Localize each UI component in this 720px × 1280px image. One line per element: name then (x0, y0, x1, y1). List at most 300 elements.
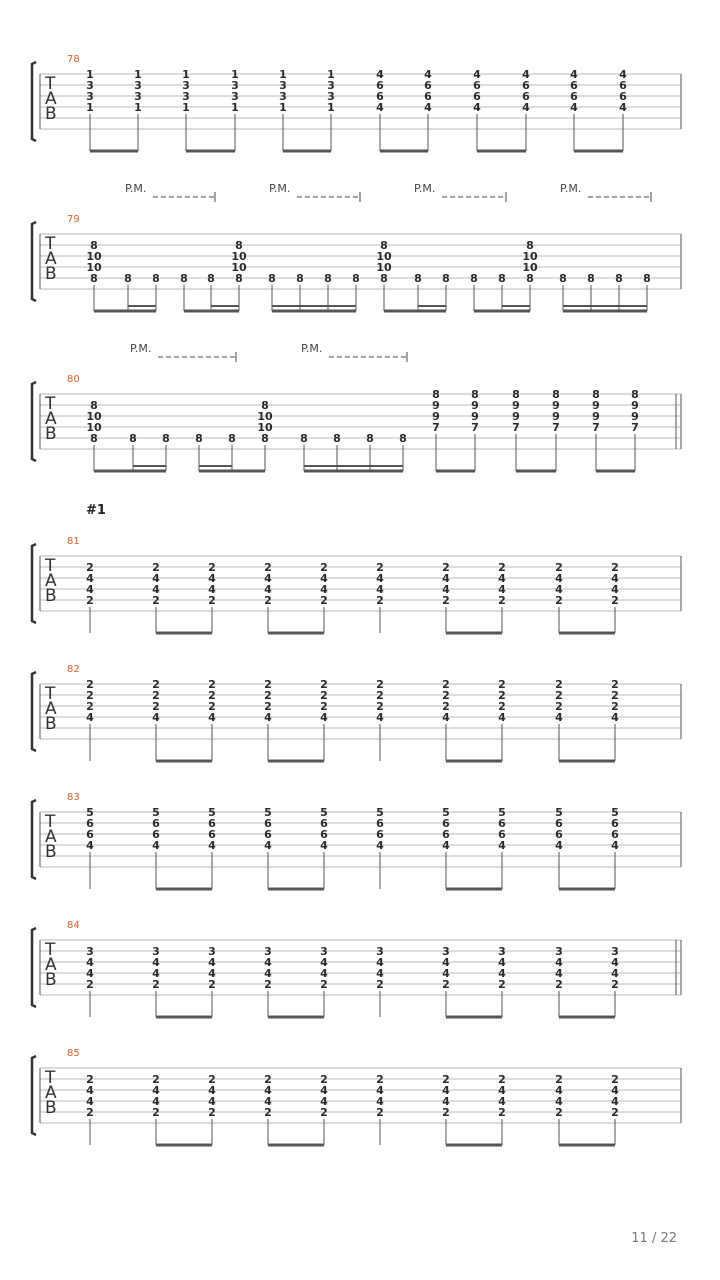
fret-number: 9 (512, 399, 520, 412)
fret-number: 6 (424, 90, 432, 103)
fret-number: 3 (264, 945, 272, 958)
fret-number: 2 (376, 678, 384, 691)
fret-number: 8 (90, 239, 98, 252)
fret-number: 4 (152, 956, 160, 969)
fret-number: 4 (442, 1084, 450, 1097)
fret-number: 4 (555, 711, 563, 724)
fret-number: 3 (376, 945, 384, 958)
fret-number: 3 (208, 945, 216, 958)
fret-number: 6 (619, 79, 627, 92)
fret-number: 4 (376, 839, 384, 852)
bar-number: 81 (67, 536, 80, 547)
fret-number: 1 (182, 101, 190, 114)
fret-number: 2 (555, 689, 563, 702)
fret-number: 3 (327, 79, 335, 92)
fret-number: 4 (264, 1095, 272, 1108)
fret-number: 9 (592, 399, 600, 412)
fret-number: 8 (300, 432, 308, 445)
system-bracket (32, 928, 36, 1007)
fret-number: 2 (555, 1073, 563, 1086)
fret-number: 2 (264, 700, 272, 713)
tab-clef-letter: T (45, 234, 56, 254)
fret-number: 8 (333, 432, 341, 445)
tab-system-84 (32, 920, 681, 1017)
fret-number: 4 (611, 583, 619, 596)
fret-number: 2 (320, 594, 328, 607)
fret-number: 2 (208, 678, 216, 691)
fret-number: 4 (208, 572, 216, 585)
tab-clef-letter: B (45, 842, 57, 862)
fret-number: 8 (498, 272, 506, 285)
fret-number: 4 (376, 101, 384, 114)
fret-number: 7 (552, 421, 560, 434)
fret-number: 2 (376, 689, 384, 702)
fret-number: 2 (498, 561, 506, 574)
palm-mute-label: P.M. (301, 342, 323, 355)
fret-number: 9 (471, 399, 479, 412)
tab-clef-letter: A (45, 1083, 57, 1103)
fret-number: 4 (442, 711, 450, 724)
fret-number: 3 (279, 79, 287, 92)
palm-mute-label: P.M. (269, 182, 291, 195)
fret-number: 2 (152, 594, 160, 607)
fret-number: 2 (264, 978, 272, 991)
fret-number: 2 (611, 561, 619, 574)
fret-number: 6 (86, 817, 94, 830)
fret-number: 6 (619, 90, 627, 103)
fret-number: 4 (442, 839, 450, 852)
fret-number: 8 (432, 388, 440, 401)
fret-number: 6 (424, 79, 432, 92)
system-bracket (32, 1056, 36, 1135)
fret-number: 4 (152, 583, 160, 596)
fret-number: 8 (268, 272, 276, 285)
fret-number: 2 (320, 978, 328, 991)
fret-number: 8 (471, 388, 479, 401)
fret-number: 6 (473, 90, 481, 103)
fret-number: 2 (320, 1073, 328, 1086)
fret-number: 4 (611, 1095, 619, 1108)
fret-number: 4 (152, 1084, 160, 1097)
tab-system-83 (32, 792, 681, 889)
fret-number: 6 (152, 817, 160, 830)
fret-number: 2 (555, 678, 563, 691)
fret-number: 3 (279, 90, 287, 103)
palm-mute-label: P.M. (560, 182, 582, 195)
fret-number: 8 (228, 432, 236, 445)
fret-number: 4 (86, 572, 94, 585)
fret-number: 2 (442, 689, 450, 702)
fret-number: 4 (424, 101, 432, 114)
fret-number: 10 (86, 421, 102, 434)
fret-number: 2 (86, 561, 94, 574)
fret-number: 2 (86, 700, 94, 713)
fret-number: 6 (473, 79, 481, 92)
fret-number: 8 (592, 388, 600, 401)
fret-number: 4 (208, 711, 216, 724)
fret-number: 4 (208, 967, 216, 980)
fret-number: 1 (134, 68, 142, 81)
fret-number: 4 (376, 68, 384, 81)
fret-number: 4 (498, 967, 506, 980)
fret-number: 4 (498, 583, 506, 596)
fret-number: 4 (376, 1095, 384, 1108)
fret-number: 1 (86, 101, 94, 114)
fret-number: 8 (631, 388, 639, 401)
fret-number: 1 (231, 101, 239, 114)
fret-number: 4 (86, 1095, 94, 1108)
fret-number: 4 (619, 68, 627, 81)
fret-number: 1 (327, 101, 335, 114)
fret-number: 3 (498, 945, 506, 958)
fret-number: 1 (279, 68, 287, 81)
fret-number: 4 (498, 956, 506, 969)
fret-number: 6 (376, 828, 384, 841)
fret-number: 3 (86, 79, 94, 92)
fret-number: 4 (86, 956, 94, 969)
fret-number: 4 (86, 967, 94, 980)
fret-number: 10 (231, 250, 247, 263)
fret-number: 8 (124, 272, 132, 285)
fret-number: 8 (380, 272, 388, 285)
fret-number: 4 (320, 967, 328, 980)
page-number: 11 / 22 (631, 1231, 677, 1246)
fret-number: 4 (376, 1084, 384, 1097)
fret-number: 6 (376, 817, 384, 830)
fret-number: 4 (86, 711, 94, 724)
fret-number: 2 (442, 700, 450, 713)
fret-number: 6 (498, 817, 506, 830)
fret-number: 5 (555, 806, 563, 819)
fret-number: 4 (611, 572, 619, 585)
fret-number: 10 (257, 410, 273, 423)
fret-number: 9 (631, 410, 639, 423)
fret-number: 2 (498, 678, 506, 691)
fret-number: 2 (320, 700, 328, 713)
fret-number: 6 (555, 817, 563, 830)
fret-number: 4 (264, 572, 272, 585)
fret-number: 2 (376, 1073, 384, 1086)
fret-number: 9 (471, 410, 479, 423)
fret-number: 8 (615, 272, 623, 285)
fret-number: 4 (442, 1095, 450, 1108)
fret-number: 4 (208, 1095, 216, 1108)
fret-number: 3 (320, 945, 328, 958)
fret-number: 2 (208, 594, 216, 607)
fret-number: 2 (611, 594, 619, 607)
fret-number: 5 (376, 806, 384, 819)
fret-number: 2 (152, 1106, 160, 1119)
fret-number: 7 (512, 421, 520, 434)
fret-number: 4 (152, 839, 160, 852)
fret-number: 10 (257, 421, 273, 434)
fret-number: 2 (264, 1073, 272, 1086)
fret-number: 2 (376, 1106, 384, 1119)
fret-number: 2 (208, 1073, 216, 1086)
fret-number: 2 (611, 1073, 619, 1086)
fret-number: 4 (442, 583, 450, 596)
fret-number: 2 (264, 594, 272, 607)
bar-number: 78 (67, 54, 80, 65)
fret-number: 2 (152, 700, 160, 713)
fret-number: 2 (498, 689, 506, 702)
fret-number: 8 (352, 272, 360, 285)
fret-number: 2 (86, 678, 94, 691)
fret-number: 4 (498, 1095, 506, 1108)
fret-number: 2 (442, 1073, 450, 1086)
fret-number: 3 (134, 79, 142, 92)
bar-number: 80 (67, 374, 80, 385)
fret-number: 4 (152, 967, 160, 980)
fret-number: 5 (86, 806, 94, 819)
fret-number: 2 (86, 1073, 94, 1086)
fret-number: 4 (376, 583, 384, 596)
fret-number: 2 (498, 700, 506, 713)
fret-number: 2 (152, 1073, 160, 1086)
fret-number: 3 (555, 945, 563, 958)
fret-number: 7 (471, 421, 479, 434)
fret-number: 6 (152, 828, 160, 841)
fret-number: 4 (264, 967, 272, 980)
tab-system-85 (32, 1048, 681, 1145)
fret-number: 4 (555, 1084, 563, 1097)
tab-clef-letter: A (45, 699, 57, 719)
fret-number: 4 (86, 839, 94, 852)
fret-number: 4 (264, 1084, 272, 1097)
fret-number: 8 (90, 272, 98, 285)
tab-system-79 (32, 182, 681, 311)
tab-clef-letter: A (45, 955, 57, 975)
system-bracket (32, 62, 36, 141)
fret-number: 2 (320, 678, 328, 691)
fret-number: 8 (442, 272, 450, 285)
fret-number: 10 (86, 410, 102, 423)
fret-number: 8 (399, 432, 407, 445)
fret-number: 9 (512, 410, 520, 423)
fret-number: 1 (134, 101, 142, 114)
tab-clef-letter: T (45, 1068, 56, 1088)
fret-number: 3 (327, 90, 335, 103)
tab-clef-letter: B (45, 586, 57, 606)
fret-number: 4 (264, 583, 272, 596)
fret-number: 2 (208, 978, 216, 991)
tab-clef-letter: B (45, 1098, 57, 1118)
fret-number: 8 (380, 239, 388, 252)
fret-number: 4 (473, 68, 481, 81)
fret-number: 8 (470, 272, 478, 285)
fret-number: 4 (376, 956, 384, 969)
fret-number: 10 (86, 261, 102, 274)
tab-clef-letter: A (45, 827, 57, 847)
fret-number: 10 (376, 261, 392, 274)
fret-number: 4 (555, 956, 563, 969)
fret-number: 4 (522, 101, 530, 114)
tab-system-78 (32, 54, 681, 151)
bar-number: 83 (67, 792, 80, 803)
fret-number: 3 (231, 79, 239, 92)
fret-number: 8 (552, 388, 560, 401)
fret-number: 4 (152, 572, 160, 585)
fret-number: 8 (512, 388, 520, 401)
fret-number: 7 (592, 421, 600, 434)
fret-number: 4 (424, 68, 432, 81)
fret-number: 4 (376, 572, 384, 585)
fret-number: 2 (376, 700, 384, 713)
fret-number: 4 (522, 68, 530, 81)
tab-clef-letter: A (45, 249, 57, 269)
fret-number: 4 (619, 101, 627, 114)
fret-number: 4 (264, 711, 272, 724)
fret-number: 8 (261, 399, 269, 412)
fret-number: 4 (498, 839, 506, 852)
fret-number: 4 (376, 711, 384, 724)
fret-number: 6 (208, 817, 216, 830)
system-bracket (32, 800, 36, 879)
tab-clef-letter: B (45, 970, 57, 990)
fret-number: 2 (208, 700, 216, 713)
fret-number: 4 (498, 711, 506, 724)
fret-number: 3 (86, 90, 94, 103)
fret-number: 8 (162, 432, 170, 445)
fret-number: 8 (180, 272, 188, 285)
fret-number: 2 (442, 978, 450, 991)
fret-number: 4 (264, 839, 272, 852)
fret-number: 6 (442, 817, 450, 830)
fret-number: 2 (376, 594, 384, 607)
tab-clef-letter: T (45, 74, 56, 94)
fret-number: 2 (442, 678, 450, 691)
fret-number: 6 (611, 817, 619, 830)
bar-number: 85 (67, 1048, 80, 1059)
fret-number: 6 (522, 79, 530, 92)
fret-number: 8 (559, 272, 567, 285)
fret-number: 2 (376, 561, 384, 574)
fret-number: 1 (231, 68, 239, 81)
tab-clef-letter: T (45, 940, 56, 960)
fret-number: 4 (320, 711, 328, 724)
fret-number: 3 (182, 79, 190, 92)
fret-number: 6 (376, 79, 384, 92)
fret-number: 5 (611, 806, 619, 819)
fret-number: 8 (587, 272, 595, 285)
fret-number: 2 (86, 594, 94, 607)
palm-mute-label: P.M. (130, 342, 152, 355)
fret-number: 2 (264, 689, 272, 702)
fret-number: 4 (86, 1084, 94, 1097)
fret-number: 6 (611, 828, 619, 841)
fret-number: 8 (414, 272, 422, 285)
tab-clef-letter: B (45, 714, 57, 734)
fret-number: 8 (526, 272, 534, 285)
fret-number: 4 (152, 711, 160, 724)
fret-number: 2 (555, 594, 563, 607)
fret-number: 9 (552, 399, 560, 412)
section-marker: #1 (86, 503, 106, 518)
fret-number: 4 (208, 956, 216, 969)
fret-number: 1 (86, 68, 94, 81)
fret-number: 8 (152, 272, 160, 285)
system-bracket (32, 382, 36, 461)
fret-number: 2 (376, 978, 384, 991)
fret-number: 7 (432, 421, 440, 434)
fret-number: 3 (134, 90, 142, 103)
fret-number: 4 (320, 956, 328, 969)
fret-number: 6 (320, 828, 328, 841)
fret-number: 2 (498, 978, 506, 991)
fret-number: 4 (473, 101, 481, 114)
fret-number: 2 (264, 561, 272, 574)
fret-number: 2 (320, 689, 328, 702)
fret-number: 2 (264, 1106, 272, 1119)
fret-number: 8 (261, 432, 269, 445)
fret-number: 2 (498, 1073, 506, 1086)
fret-number: 2 (611, 700, 619, 713)
system-bracket (32, 222, 36, 301)
fret-number: 2 (152, 978, 160, 991)
bar-number: 79 (67, 214, 80, 225)
fret-number: 5 (264, 806, 272, 819)
fret-number: 9 (592, 410, 600, 423)
fret-number: 2 (442, 594, 450, 607)
fret-number: 8 (129, 432, 137, 445)
fret-number: 6 (86, 828, 94, 841)
fret-number: 6 (264, 828, 272, 841)
fret-number: 2 (152, 561, 160, 574)
tab-system-81 (32, 503, 681, 633)
fret-number: 6 (570, 90, 578, 103)
fret-number: 4 (320, 583, 328, 596)
fret-number: 6 (570, 79, 578, 92)
tab-clef-letter: T (45, 684, 56, 704)
fret-number: 2 (152, 689, 160, 702)
fret-number: 4 (555, 839, 563, 852)
fret-number: 4 (320, 1084, 328, 1097)
tab-clef-letter: B (45, 104, 57, 124)
fret-number: 8 (235, 239, 243, 252)
fret-number: 9 (432, 399, 440, 412)
fret-number: 6 (320, 817, 328, 830)
fret-number: 8 (526, 239, 534, 252)
fret-number: 6 (555, 828, 563, 841)
fret-number: 10 (522, 250, 538, 263)
tab-clef-letter: T (45, 556, 56, 576)
fret-number: 4 (442, 956, 450, 969)
palm-mute-label: P.M. (414, 182, 436, 195)
fret-number: 5 (208, 806, 216, 819)
fret-number: 4 (152, 1095, 160, 1108)
fret-number: 6 (442, 828, 450, 841)
fret-number: 2 (555, 1106, 563, 1119)
fret-number: 2 (442, 561, 450, 574)
fret-number: 10 (376, 250, 392, 263)
fret-number: 3 (611, 945, 619, 958)
fret-number: 4 (320, 839, 328, 852)
fret-number: 4 (555, 1095, 563, 1108)
fret-number: 4 (611, 967, 619, 980)
fret-number: 8 (195, 432, 203, 445)
fret-number: 1 (327, 68, 335, 81)
fret-number: 2 (498, 594, 506, 607)
bar-number: 84 (67, 920, 80, 931)
fret-number: 2 (555, 700, 563, 713)
tab-system-80 (32, 342, 681, 471)
fret-number: 4 (498, 572, 506, 585)
fret-number: 6 (522, 90, 530, 103)
tab-clef-letter: A (45, 89, 57, 109)
fret-number: 2 (442, 1106, 450, 1119)
fret-number: 7 (631, 421, 639, 434)
fret-number: 3 (152, 945, 160, 958)
